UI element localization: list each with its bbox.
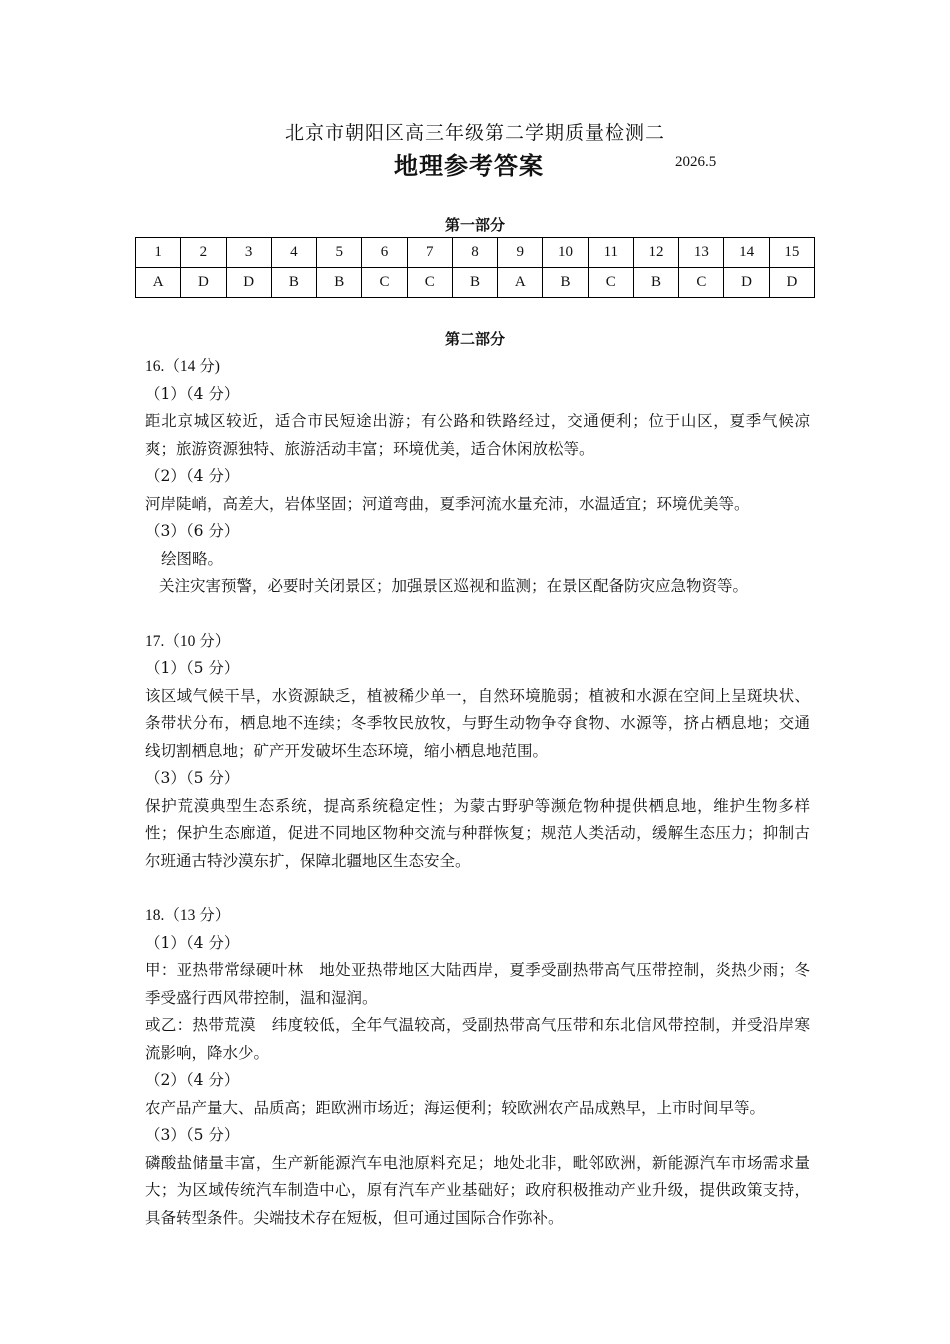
answer-cell: B (317, 268, 362, 298)
question-16-sub3-label: （3）（6 分） (145, 522, 240, 540)
part-one-title: 第一部分 (444, 216, 505, 234)
question-number: 9 (498, 238, 543, 268)
question-number: 4 (271, 238, 316, 268)
question-number: 1 (136, 238, 181, 268)
question-17-heading: 17.（10 分） (145, 632, 231, 650)
part-two-title: 第二部分 (444, 330, 505, 348)
answer-cell: B (452, 268, 497, 298)
answer-cell: C (588, 268, 633, 298)
answer-cell: C (407, 268, 452, 298)
question-16-sub2-label: （2）（4 分） (145, 467, 240, 485)
answer-cell: C (362, 268, 407, 298)
question-17-sub3-answer: 保护荒漠典型生态系统，提高系统稳定性；为蒙古野驴等濒危物种提供栖息地，维护生物多样性；保护生态廊道，促进不同地区物种交流与种群恢复；规范人类活动，缓解生态压力；抑制古尔班通古特沙漠东扩，保障北疆地区生态安全。 (145, 796, 810, 870)
subject-title: 地理参考答案 (394, 152, 544, 180)
question-number: 15 (769, 238, 814, 268)
question-number: 13 (679, 238, 724, 268)
answer-cell: A (136, 268, 181, 298)
answer-cell: A (498, 268, 543, 298)
part-two-content (145, 353, 810, 1232)
question-number: 14 (724, 238, 769, 268)
answer-cell: C (679, 268, 724, 298)
question-16-sub2-answer: 河岸陡峭，高差大，岩体坚固；河道弯曲，夏季河流水量充沛，水温适宜；环境优美等。 (145, 494, 750, 513)
answer-cell: D (724, 268, 769, 298)
question-16-sub3-answer: 关注灾害预警，必要时关闭景区；加强景区巡视和监测；在景区配备防灾应急物资等。 (159, 577, 749, 595)
question-16-sub3-note: 绘图略。 (161, 549, 224, 568)
question-18-sub1-answer-b: 或乙：热带荒漠 纬度较低，全年气温较高，受副热带高气压带和东北信风带控制，并受沿岸寒流影响，降水少。 (145, 1016, 810, 1062)
answer-cell: B (543, 268, 588, 298)
answer-cell: D (226, 268, 271, 298)
question-18-sub1-answer-a: 甲：亚热带常绿硬叶林 地处亚热带地区大陆西岸，夏季受副热带高气压带控制，炎热少雨；冬季受盛行西风带控制，温和湿润。 (145, 961, 810, 1007)
question-16-sub1-label: （1）（4 分） (145, 384, 240, 403)
question-number: 10 (543, 238, 588, 268)
question-number: 11 (588, 238, 633, 268)
question-18-sub2-label: （2）（4 分） (145, 1071, 240, 1089)
question-18-sub1-label: （1）（4 分） (145, 933, 240, 952)
exam-date: 2026.5 (675, 154, 717, 170)
question-number: 6 (362, 238, 407, 268)
question-17-sub3-label: （3）（5 分） (145, 769, 240, 787)
answer-cell: D (181, 268, 226, 298)
question-number: 3 (226, 238, 271, 268)
exam-title: 北京市朝阳区高三年级第二学期质量检测二 (284, 122, 665, 144)
question-18-sub3-answer: 磷酸盐储量丰富，生产新能源汽车电池原料充足；地处北非，毗邻欧洲，新能源汽车市场需求量大；为区域传统汽车制造中心，原有汽车产业基础好；政府积极推动产业升级，提供政策支持，具备转型条件。尖端技术存在短板，但可通过国际合作弥补。 (145, 1153, 810, 1227)
answer-cell: B (633, 268, 678, 298)
question-16-sub1-answer: 距北京城区较近，适合市民短途出游；有公路和铁路经过，交通便利；位于山区，夏季气候凉爽；旅游资源独特、旅游活动丰富；环境优美，适合休闲放松等。 (145, 412, 810, 458)
question-18-heading: 18.（13 分） (145, 907, 231, 924)
question-number: 2 (181, 238, 226, 268)
answer-cell: B (271, 268, 316, 298)
question-17-sub1-answer: 该区域气候干旱，水资源缺乏，植被稀少单一，自然环境脆弱；植被和水源在空间上呈斑块状、条带状分布，栖息地不连续；冬季牧民放牧，与野生动物争夺食物、水源等，挤占栖息地；交通线切割栖息地；矿产开发破坏生态环境，缩小栖息地范围。 (145, 686, 810, 760)
question-18-sub2-answer: 农产品产量大、品质高；距欧洲市场近；海运便利；较欧洲农产品成熟早，上市时间早等。 (145, 1098, 766, 1117)
question-18-sub3-label: （3）（5 分） (145, 1126, 240, 1144)
question-17-sub1-label: （1）（5 分） (145, 659, 240, 677)
question-number: 12 (633, 238, 678, 268)
question-number: 5 (317, 238, 362, 268)
answer-cell: D (769, 268, 814, 298)
question-number: 7 (407, 238, 452, 268)
question-16-heading: 16.（14 分) (145, 358, 220, 375)
answer-table (135, 237, 815, 298)
answer-row (136, 268, 815, 298)
question-number-row (136, 238, 815, 268)
question-number: 8 (452, 238, 497, 268)
